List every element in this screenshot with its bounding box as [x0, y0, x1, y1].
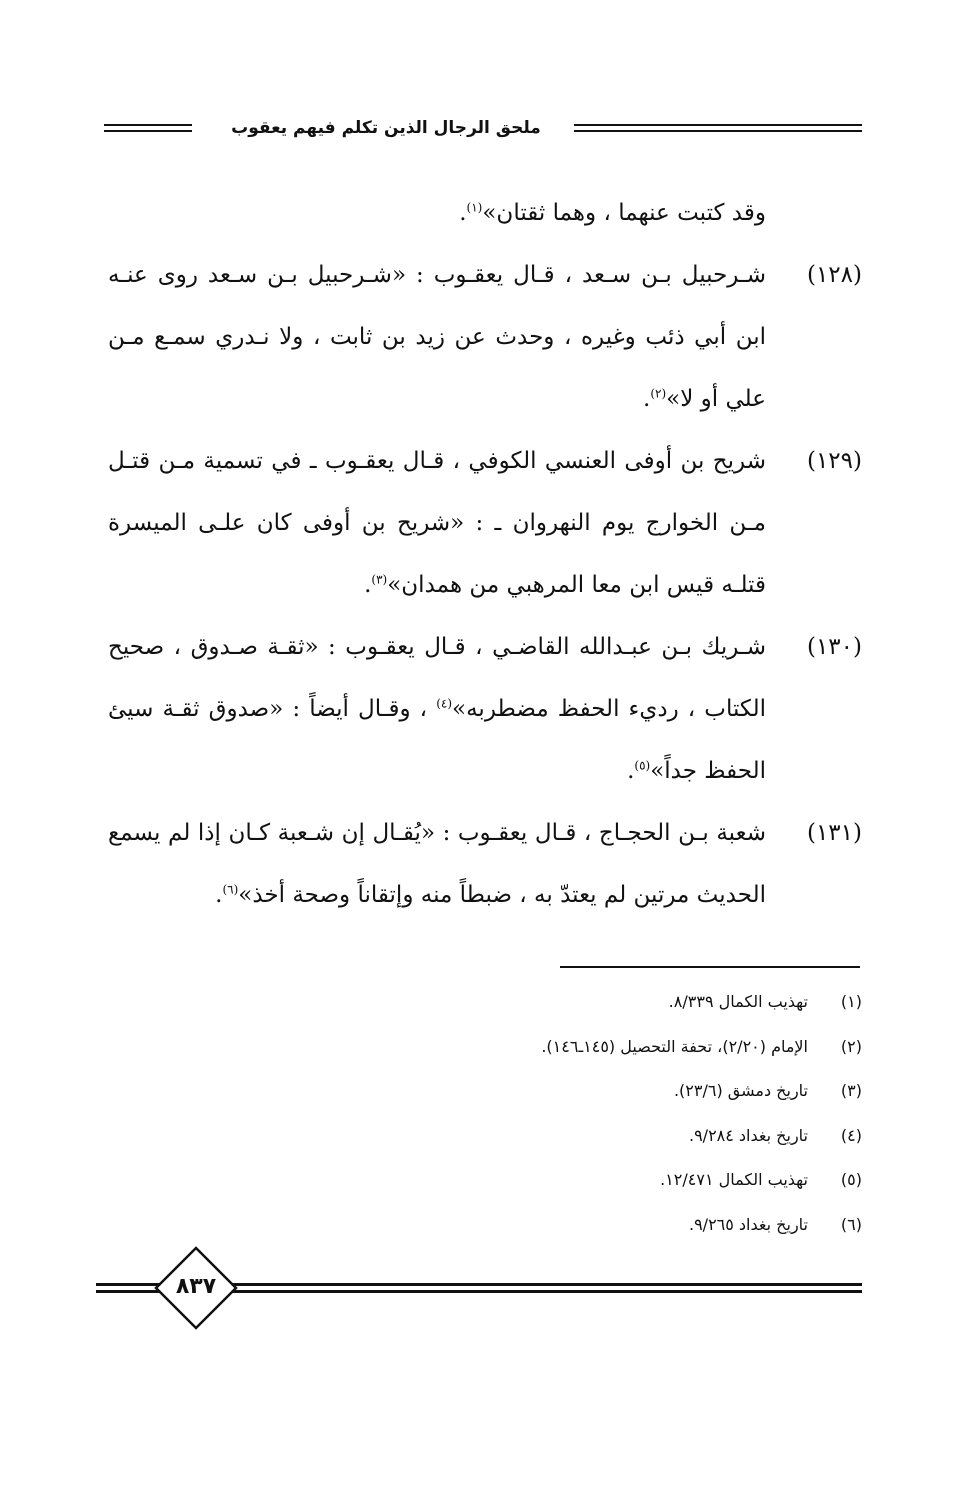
footnote-ref: (١): [466, 200, 483, 215]
entry-number: (١٣١): [806, 820, 862, 846]
footnote-item: [162, 1069, 862, 1114]
footnote-number: (٥): [840, 1170, 862, 1189]
footnote-number: (٤): [840, 1125, 862, 1145]
footnote-number: (٦): [840, 1214, 862, 1234]
entry-text: شـريك بـن عبـدالله القاضـي ، قـال يعقـوب : «ثقـة صـدوق ، صحيح الكتاب ، رديء الحفظ مضطربه»: [108, 634, 767, 722]
header-rule-left: [104, 124, 192, 132]
footnote-number: (٣): [840, 1081, 862, 1100]
intro-paragraph: وقد كتبت عنهما ، وهما ثقتان»$^{(١)}$.: [459, 200, 766, 226]
header-title: ملحق الرجال الذين تكلم فيهم يعقوب: [231, 118, 541, 138]
entry-text: شعبة بـن الحجـاج ، قـال يعقـوب : «يُقـال إن شـعبة كـان إذا لم يسمع الحديث مرتين لم يعتدّ به ، ضبطاً منه وإتقاناً وصحة أخذ»: [108, 820, 766, 908]
footnote-item: [162, 1158, 862, 1203]
page-footer: [96, 1246, 862, 1330]
footnote-text: تاريخ دمشق (٢٣/٦).: [673, 1081, 808, 1100]
footnote-ref: (٦): [222, 882, 239, 897]
entry-128: [108, 244, 862, 430]
footnote-item: [162, 1114, 862, 1159]
entry-text-block: شعبة بـن الحجـاج ، قـال يعقـوب : «يُقـال إن شـعبة كـان إذا لم يسمع الحديث مرتين لم يعتدّ به ، ضبطاً منه وإتقاناً وصحة أخذ»$^{(٦)}$.: [108, 820, 766, 908]
footnote-ref: (٥): [634, 758, 651, 773]
footnote-ref: (٤): [436, 696, 453, 711]
footnote-number: (١): [840, 992, 862, 1011]
footnote-text: تاريخ بغداد ٩/٢٨٤.: [688, 1125, 808, 1145]
entry-text: شـرحبيل بـن سـعد ، قـال يعقـوب : «شـرحبيل بـن سـعد روى عنـه ابن أبي ذئب وغيره ، وحدث عن زيد بن ثابت ، ولا نـدري سمـع مـن علي أو لا»: [108, 262, 766, 412]
entry-text-block: شريح بن أوفى العنسي الكوفي ، قـال يعقـوب ـ في تسمية مـن قتـل مـن الخوارج يوم النهروان ـ : «شريح بن أوفى كان علـى الميسرة قتلـه قيس ابن معا المرهبي من همدان»$^{(٣)}$.: [108, 448, 766, 598]
entry-130: [108, 616, 862, 802]
entry-number: (١٣٠): [806, 634, 862, 660]
footnote-separator: [560, 966, 860, 968]
entry-129: [108, 430, 862, 616]
header-rule-right: [574, 124, 862, 132]
footnote-text: الإمام (٢/٢٠)، تحفة التحصيل (١٤٥ـ١٤٦).: [541, 1036, 808, 1056]
footnote-ref: (٣): [371, 572, 388, 587]
entries-list: [108, 244, 862, 926]
page-number: ٨٣٧: [175, 1274, 217, 1299]
footer-rule-right: [232, 1283, 862, 1293]
footnote-text: تهذيب الكمال ١٢/٤٧١.: [660, 1170, 808, 1189]
entry-131: [108, 802, 862, 926]
footnote-item: [162, 1025, 862, 1070]
footnote-text: تهذيب الكمال ٨/٣٣٩.: [668, 992, 808, 1011]
running-header: [104, 112, 862, 146]
footnote-item: [162, 1203, 862, 1248]
footnotes: [162, 980, 862, 1247]
footnote-item: [162, 980, 862, 1025]
footnote-number: (٢): [840, 1036, 862, 1056]
footnote-ref: (٢): [650, 386, 667, 401]
footnote-text: تاريخ بغداد ٩/٢٦٥.: [688, 1214, 808, 1234]
entry-text-block: شـريك بـن عبـدالله القاضـي ، قـال يعقـوب : «ثقـة صـدوق ، صحيح الكتاب ، رديء الحفظ مضطربه»$^{(٤)}$ ، وقـال أيضاً : «صدوق ثقـة سيئ الحفظ جداً»$^{(٥)}$.: [108, 634, 767, 784]
entry-number: (١٢٩): [806, 448, 862, 474]
entry-text-block: شـرحبيل بـن سـعد ، قـال يعقـوب : «شـرحبيل بـن سـعد روى عنـه ابن أبي ذئب وغيره ، وحدث عن زيد بن ثابت ، ولا نـدري سمـع مـن علي أو لا»$^{(٢)}$.: [108, 262, 766, 412]
intro-text: وقد كتبت عنهما ، وهما ثقتان»: [482, 200, 766, 226]
entry-number: (١٢٨): [806, 262, 862, 288]
entry-text-continued: ، وقـال أيضاً : «صدوق ثقـة سيئ الحفظ جداً»: [108, 696, 766, 784]
entry-text: شريح بن أوفى العنسي الكوفي ، قـال يعقـوب ـ في تسمية مـن قتـل مـن الخوارج يوم النهروان ـ : «شريح بن أوفى كان علـى الميسرة قتلـه قيس ابن معا المرهبي من همدان»: [108, 448, 766, 598]
footer-rule-left: [96, 1283, 160, 1293]
